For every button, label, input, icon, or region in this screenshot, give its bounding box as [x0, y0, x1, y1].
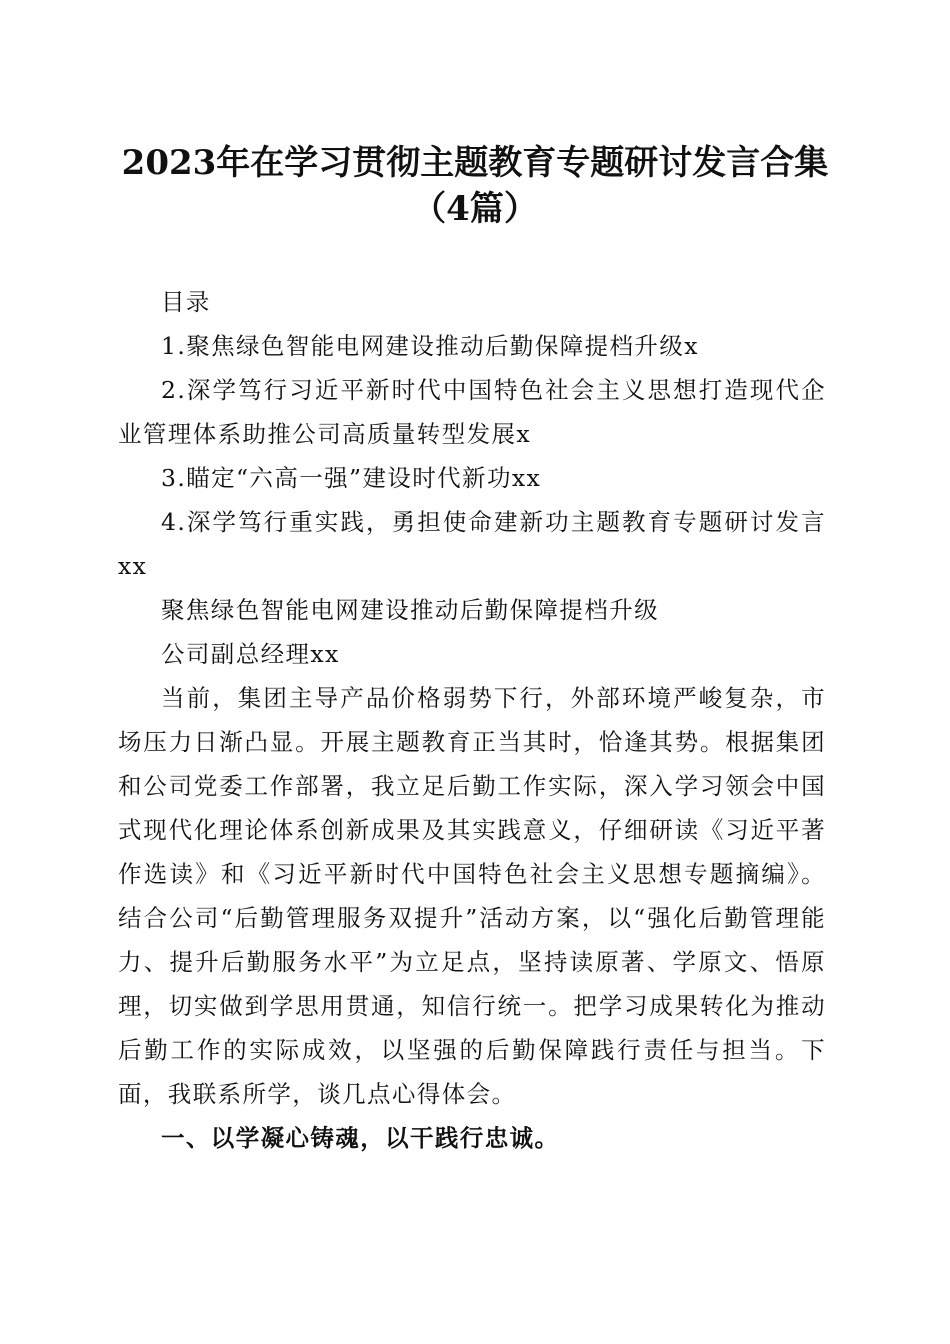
- section-heading: 一、以学凝心铸魂，以干践行忠诚。: [161, 1124, 560, 1152]
- toc-item: 1.聚焦绿色智能电网建设推动后勤保障提档升级x: [161, 332, 699, 360]
- article-title: 聚焦绿色智能电网建设推动后勤保障提档升级: [161, 596, 659, 624]
- toc-item: 4.深学笃行重实践，勇担使命建新功主题教育专题研讨发言xx: [118, 508, 826, 580]
- toc-heading: 目录: [161, 288, 211, 316]
- article-author: 公司副总经理xx: [161, 640, 340, 668]
- toc-item: 3.瞄定“六高一强”建设时代新功xx: [161, 464, 542, 492]
- toc-item: 2.深学笃行习近平新时代中国特色社会主义思想打造现代企业管理体系助推公司高质量转型发展x: [118, 376, 826, 448]
- document-body: [118, 280, 826, 1160]
- document-title: 2023年在学习贯彻主题教育专题研讨发言合集（4篇）: [121, 143, 829, 229]
- intro-paragraph: 当前，集团主导产品价格弱势下行，外部环境严峻复杂，市场压力日渐凸显。开展主题教育正当其时，恰逢其势。根据集团和公司党委工作部署，我立足后勤工作实际，深入学习领会中国式现代化理论体系创新成果及其实践意义，仔细研读《习近平著作选读》和《习近平新时代中国特色社会主义思想专题摘编》。结合公司“后勤管理服务双提升”活动方案，以“强化后勤管理能力、提升后勤服务水平”为立足点，坚持读原著、学原文、悟原理，切实做到学思用贯通，知信行统一。把学习成果转化为推动后勤工作的实际成效，以坚强的后勤保障践行责任与担当。下面，我联系所学，谈几点心得体会。: [118, 684, 826, 1108]
